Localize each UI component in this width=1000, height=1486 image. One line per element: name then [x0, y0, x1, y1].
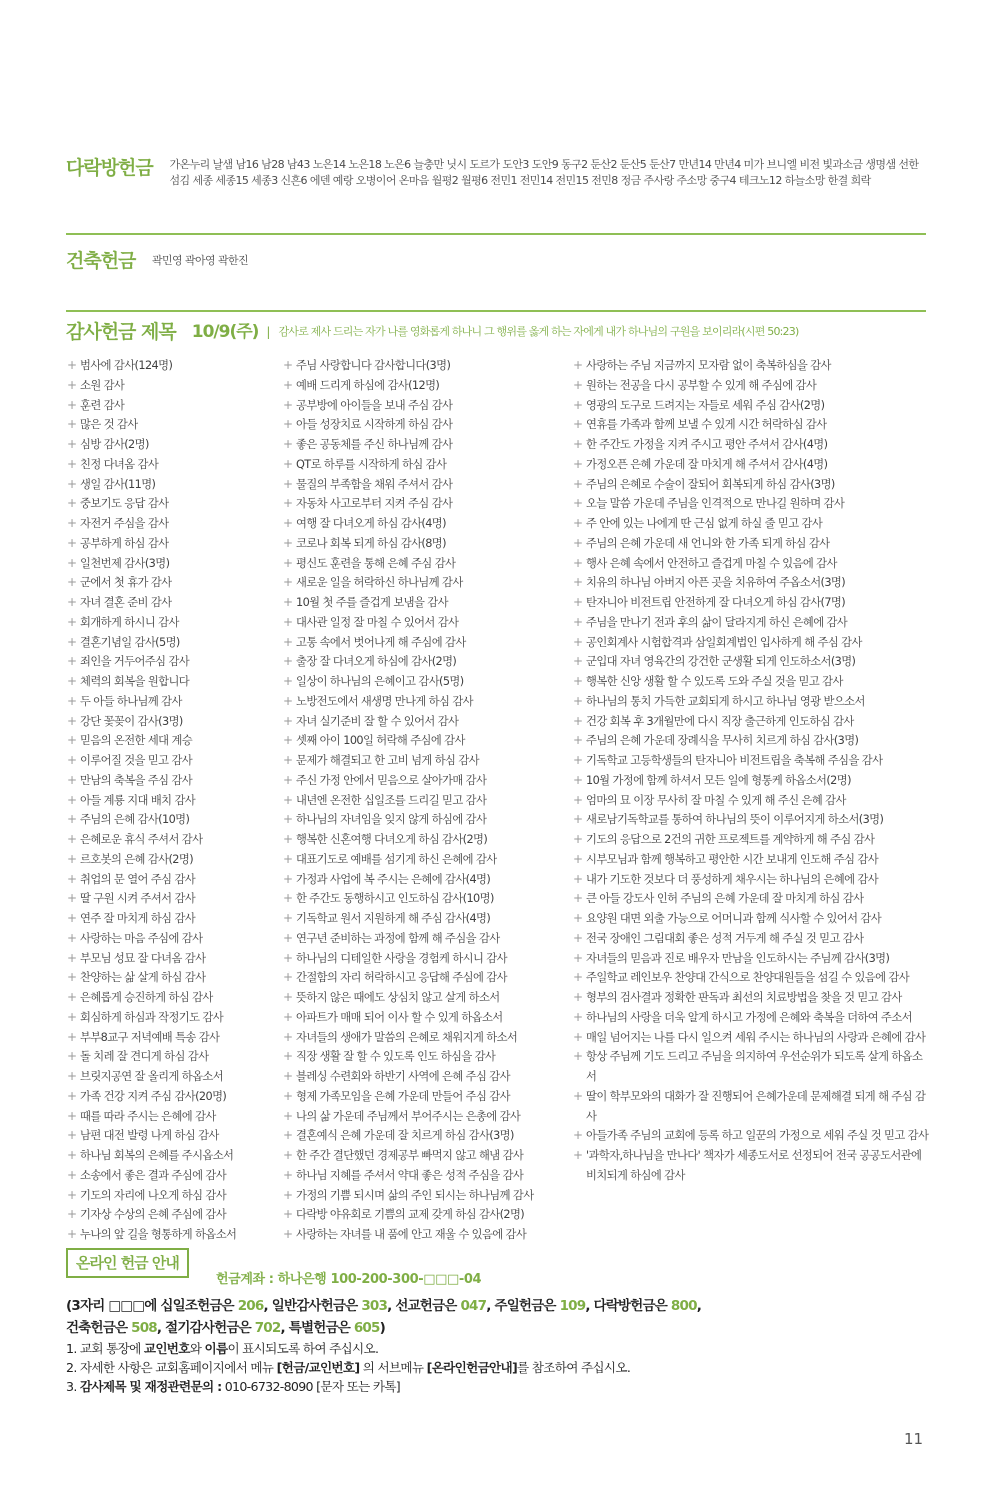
thanks-item: + 행복한 신혼여행 다녀오게 하심 감사(2명) [282, 830, 562, 850]
thanks-item: + 좋은 공동체를 주신 하나님께 감사 [282, 435, 562, 455]
thanks-item: + 여행 잘 다녀오게 하심 감사(4명) [282, 514, 562, 534]
thanks-item: + 딸 구원 시켜 주셔서 감사 [66, 889, 276, 909]
thanks-item: + 결혼기념일 감사(5명) [66, 633, 276, 653]
note-emphasis: [온라인헌금안내] [426, 1360, 518, 1375]
thanks-item: + 뜻하지 않은 때에도 상심치 않고 살게 하소서 [282, 988, 562, 1008]
thanks-item: + 생일 감사(11명) [66, 475, 276, 495]
thanks-item: + 노방전도에서 새생명 만나게 하심 감사 [282, 692, 562, 712]
thanks-item: + 건강 회복 후 3개월만에 다시 직장 출근하게 인도하심 감사 [572, 712, 932, 732]
thanks-item: + 자전거 주심을 감사 [66, 514, 276, 534]
thanks-item: + 주일학교 레인보우 찬양대 간식으로 찬양대원들을 섬길 수 있음에 감사 [572, 968, 932, 988]
codes-text: , 주일헌금은 [486, 1298, 560, 1314]
thanks-offering-title: 감사헌금 제목 [66, 321, 176, 343]
thanks-item: + 영광의 도구로 드려지는 자들로 세워 주심 감사(2명) [572, 396, 932, 416]
thanks-list-column-3 [572, 356, 932, 1186]
thanks-item: + 가족 건강 지켜 주심 감사(20명) [66, 1087, 276, 1107]
offering-codes [66, 1295, 926, 1339]
thanks-item: + 한 주간 결단했던 경제공부 빠먹지 않고 해냄 감사 [282, 1146, 562, 1166]
note-text: 1. 교회 통장에 [66, 1341, 144, 1356]
contact-info: 010-6732-8090 [문자 또는 카톡] [221, 1379, 400, 1394]
thanks-item: + 대사관 일정 잘 마칠 수 있어서 감사 [282, 613, 562, 633]
offering-codes-line-2 [66, 1317, 926, 1339]
thanks-item: + 딸이 학부모와의 대화가 잘 진행되어 은혜가운데 문제해결 되게 해 주심 감사 [572, 1087, 932, 1127]
thanks-item: + 치유의 하나님 아버지 아픈 곳을 치유하여 주옵소서(3명) [572, 573, 932, 593]
thanks-item: + 내년엔 온전한 십일조를 드리길 믿고 감사 [282, 791, 562, 811]
thanks-item: + 직장 생활 잘 할 수 있도록 인도 하심을 감사 [282, 1047, 562, 1067]
thanks-item: + 때를 따라 주시는 은혜에 감사 [66, 1107, 276, 1127]
note-text: 3. [66, 1379, 80, 1394]
thanks-item: + 친정 다녀옴 감사 [66, 455, 276, 475]
page-number: 11 [904, 1430, 924, 1448]
thanks-item: + 새로운 일을 허락하신 하나님께 감사 [282, 573, 562, 593]
thanks-item: + 믿음의 온전한 세대 계승 [66, 731, 276, 751]
note-text: 를 참조하여 주십시오. [517, 1360, 631, 1375]
offering-account: 헌금계좌 : 하나은행 100-200-300-□□□-04 [216, 1272, 482, 1287]
thanks-item: + 심방 감사(2명) [66, 435, 276, 455]
codes-text: , 다락방헌금은 [585, 1298, 671, 1314]
darak-offering-title: 다락방헌금 [66, 157, 153, 179]
codes-text: ) [379, 1320, 385, 1336]
thanks-item: + 10월 첫 주를 즐겁게 보냄을 감사 [282, 593, 562, 613]
thanks-item: + 회개하게 하시니 감사 [66, 613, 276, 633]
thanks-item: + QT로 하루를 시작하게 하심 감사 [282, 455, 562, 475]
thanks-item: + 하나님의 통치 가득한 교회되게 하시고 하나님 영광 받으소서 [572, 692, 932, 712]
darak-offering-donors: 가온누리 날샘 남16 남28 남43 노은14 노은18 노은6 늘충만 닛시 도르가 도안3 도안9 동구2 둔산2 둔산5 둔산7 만년14 만년4 미가 브니엘 비전 빛과소금 생명샘 선한 섬김 세종 세종15 세종3 신흔6 에덴 예랑 오병이어 온마음 월평2 월평6 전민1 전민14 전민15 전민8 정금 주사랑 주소망 중구4 테크노12 하늘소망 한결 희락 [169, 158, 919, 187]
darak-offering-section [66, 156, 926, 189]
thanks-item: + 아파트가 매매 되어 이사 할 수 있게 하옵소서 [282, 1008, 562, 1028]
thanks-item: + 나의 삶 가운데 주님께서 부어주시는 은총에 감사 [282, 1107, 562, 1127]
thanks-item: + 사랑하는 마음 주심에 감사 [66, 929, 276, 949]
thanks-item: + 새로남기독학교를 통하여 하나님의 뜻이 이루어지게 하소서(3명) [572, 810, 932, 830]
thanks-item: + 예배 드리게 하심에 감사(12명) [282, 376, 562, 396]
thanks-item: + 블레싱 수련회와 하반기 사역에 은혜 주심 감사 [282, 1067, 562, 1087]
thanks-item: + 군입대 자녀 영육간의 강건한 군생활 되게 인도하소서(3명) [572, 652, 932, 672]
building-offering-section [66, 249, 926, 273]
thanks-item: + 이루어질 것을 믿고 감사 [66, 751, 276, 771]
thanks-offering-date: 10/9(주) [191, 322, 259, 342]
thanks-item: + 연구년 준비하는 과정에 함께 해 주심을 감사 [282, 929, 562, 949]
note-emphasis: 교인번호 [143, 1341, 190, 1356]
mission-code: 047 [460, 1298, 487, 1314]
thanks-item: + 간절함의 자리 허락하시고 응답해 주심에 감사 [282, 968, 562, 988]
thanks-item: + 요양원 대면 외출 가능으로 어머니과 함께 식사할 수 있어서 감사 [572, 909, 932, 929]
codes-text: (3자리 □□□에 십일조헌금은 [66, 1298, 238, 1314]
thanks-list-column-1 [66, 356, 276, 1245]
thanks-item: + 소원 감사 [66, 376, 276, 396]
thanks-item: + 자녀들의 생애가 말씀의 은혜로 채워지게 하소서 [282, 1028, 562, 1048]
building-offering-title: 건축헌금 [66, 250, 136, 272]
thanks-item: + 사랑하는 주님 지금까지 모자람 없이 축복하심을 감사 [572, 356, 932, 376]
note-emphasis: [헌금/교인번호] [276, 1360, 360, 1375]
online-offering-title: 온라인 헌금 안내 [66, 1248, 189, 1278]
thanks-item: + 자녀 결혼 준비 감사 [66, 593, 276, 613]
thanks-item: + 한 주간도 동행하시고 인도하심 감사(10명) [282, 889, 562, 909]
thanks-item: + 연휴를 가족과 함께 보낼 수 있게 시간 허락하심 감사 [572, 415, 932, 435]
thanks-item: + 훈련 감사 [66, 396, 276, 416]
thanks-item: + 자녀들의 믿음과 진로 배우자 만남을 인도하시는 주님께 감사(3명) [572, 949, 932, 969]
thanks-item: + 주님의 은혜로 수술이 잘되어 회복되게 하심 감사(3명) [572, 475, 932, 495]
tithe-code: 206 [237, 1298, 264, 1314]
thanks-item: + 두 아들 하나님께 감사 [66, 692, 276, 712]
thanks-item: + 남편 대전 발령 나게 하심 감사 [66, 1126, 276, 1146]
thanks-item: + 시부모님과 함께 행복하고 평안한 시간 보내게 인도해 주심 감사 [572, 850, 932, 870]
thanks-item: + 전국 장애인 그림대회 좋은 성적 거두게 해 주실 것 믿고 감사 [572, 929, 932, 949]
thanks-item: + 많은 것 감사 [66, 415, 276, 435]
note-text: 2. 자세한 사항은 교회홈페이지에서 메뉴 [66, 1360, 277, 1375]
thanks-item: + 물질의 부족함을 채워 주셔서 감사 [282, 475, 562, 495]
codes-text: , 절기감사헌금은 [156, 1320, 255, 1336]
codes-text: , 선교헌금은 [387, 1298, 461, 1314]
thanks-item: + 항상 주님께 기도 드리고 주님을 의지하여 우선순위가 되도록 살게 하옵소서 [572, 1047, 932, 1087]
codes-text: , 특별헌금은 [280, 1320, 354, 1336]
note-text: 의 서브메뉴 [359, 1360, 427, 1375]
thanks-item: + 오늘 말씀 가운데 주님을 인격적으로 만나길 원하며 감사 [572, 494, 932, 514]
building-code: 508 [131, 1320, 157, 1336]
codes-text: , 일반감사헌금은 [263, 1298, 362, 1314]
thanks-item: + 형제 가족모임을 은혜 가운데 만들어 주심 감사 [282, 1087, 562, 1107]
thanks-item: + 자녀 실기준비 잘 할 수 있어서 감사 [282, 712, 562, 732]
thanks-item: + 주님의 은혜 가운데 장례식을 무사히 치르게 하심 감사(3명) [572, 731, 932, 751]
thanks-item: + 취업의 문 열어 주심 감사 [66, 870, 276, 890]
thanks-item: + 주님의 은혜 가운데 새 언니와 한 가족 되게 하심 감사 [572, 534, 932, 554]
thanks-item: + 내가 기도한 것보다 더 풍성하게 채우시는 하나님의 은혜에 감사 [572, 870, 932, 890]
thanks-item: + 체력의 회복을 원합니다 [66, 672, 276, 692]
note-1 [66, 1339, 946, 1358]
thanks-item: + 공부하게 하심 감사 [66, 534, 276, 554]
thanks-item: + 아들 계룡 지대 배치 감사 [66, 791, 276, 811]
thanks-item: + 르호봇의 은혜 감사(2명) [66, 850, 276, 870]
thanks-item: + 누나의 앞 길을 형통하게 하옵소서 [66, 1225, 276, 1245]
darak-code: 800 [670, 1298, 697, 1314]
thanks-item: + 평신도 훈련을 통해 은혜 주심 감사 [282, 554, 562, 574]
thanks-item: + 문제가 해결되고 한 고비 넘게 하심 감사 [282, 751, 562, 771]
thanks-item: + 기자상 수상의 은혜 주심에 감사 [66, 1205, 276, 1225]
thanks-item: + 엄마의 묘 이장 무사히 잘 마칠 수 있게 해 주신 은혜 감사 [572, 791, 932, 811]
offering-codes-line-1 [66, 1295, 926, 1317]
thanks-item: + 기도의 자리에 나오게 하심 감사 [66, 1186, 276, 1206]
thanks-item: + 강단 꽃꽂이 감사(3명) [66, 712, 276, 732]
thanks-item: + 형부의 검사결과 정확한 판독과 최선의 치료방법을 찾을 것 믿고 감사 [572, 988, 932, 1008]
thanks-item: + 대표기도로 예배를 섬기게 하신 은혜에 감사 [282, 850, 562, 870]
thanks-item: + 한 주간도 가정을 지켜 주시고 평안 주셔서 감사(4명) [572, 435, 932, 455]
section-divider [66, 310, 926, 312]
seasonal-thanks-code: 702 [254, 1320, 281, 1336]
thanks-item: + 하나님의 사랑을 더욱 알게 하시고 가정에 은혜와 축복을 더하여 주소서 [572, 1008, 932, 1028]
section-divider [66, 233, 926, 235]
thanks-item: + 일천번제 감사(3명) [66, 554, 276, 574]
thanks-item: + 회심하게 하심과 작정기도 감사 [66, 1008, 276, 1028]
note-3 [66, 1377, 946, 1396]
thanks-item: + 군에서 첫 휴가 감사 [66, 573, 276, 593]
thanks-item: + 사랑하는 자녀를 내 품에 안고 재울 수 있음에 감사 [282, 1225, 562, 1245]
thanks-item: + 주님 사랑합니다 감사합니다(3명) [282, 356, 562, 376]
thanks-item: + 코로나 회복 되게 하심 감사(8명) [282, 534, 562, 554]
note-text: 이 표시되도록 하여 주십시오. [227, 1341, 379, 1356]
thanks-item: + 행복한 신앙 생활 할 수 있도록 도와 주실 것을 믿고 감사 [572, 672, 932, 692]
thanks-item: + 가정오픈 은혜 가운데 잘 마치게 해 주셔서 감사(4명) [572, 455, 932, 475]
thanks-item: + 만남의 축복을 주심 감사 [66, 771, 276, 791]
thanks-item: + 행사 은혜 속에서 안전하고 즐겁게 마칠 수 있음에 감사 [572, 554, 932, 574]
thanks-item: + 하나님 회복의 은혜를 주시옵소서 [66, 1146, 276, 1166]
thanks-item: + 하나님 지혜를 주셔서 약대 좋은 성적 주심을 감사 [282, 1166, 562, 1186]
thanks-item: + 아들 성장치료 시작하게 하심 감사 [282, 415, 562, 435]
thanks-item: + 은혜롭게 승진하게 하심 감사 [66, 988, 276, 1008]
note-2 [66, 1358, 946, 1377]
building-offering-donors: 곽민영 곽아영 곽한진 [152, 254, 249, 267]
thanks-item: + 죄인을 거두어주심 감사 [66, 652, 276, 672]
thanks-offering-header [66, 320, 926, 344]
thanks-item: + 매일 넘어지는 나를 다시 일으켜 세워 주시는 하나님의 사랑과 은혜에 감사 [572, 1028, 932, 1048]
thanks-item: + 고통 속에서 벗어나게 해 주심에 감사 [282, 633, 562, 653]
thanks-item: + 돌 치레 잘 견디게 하심 감사 [66, 1047, 276, 1067]
thanks-item: + 원하는 전공을 다시 공부할 수 있게 해 주심에 감사 [572, 376, 932, 396]
thanks-item: + 셋째 아이 100일 허락해 주심에 감사 [282, 731, 562, 751]
thanks-item: + 범사에 감사(124명) [66, 356, 276, 376]
thanks-item: + 아들가족 주님의 교회에 등록 하고 일꾼의 가정으로 세워 주실 것 믿고 감사 [572, 1126, 932, 1146]
thanks-item: + 주신 가정 안에서 믿음으로 살아가매 감사 [282, 771, 562, 791]
thanks-item: + 하나님의 자녀임을 잊지 않게 하심에 감사 [282, 810, 562, 830]
thanks-item: + 하나님의 디테일한 사랑을 경험케 하시니 감사 [282, 949, 562, 969]
general-thanks-code: 303 [361, 1298, 388, 1314]
thanks-item: + 가정의 기쁨 되시며 삶의 주인 되시는 하나님께 감사 [282, 1186, 562, 1206]
thanks-item: + 찬양하는 삶 살게 하심 감사 [66, 968, 276, 988]
online-offering-section [66, 1248, 926, 1287]
thanks-item: + 일상이 하나님의 은혜이고 감사(5명) [282, 672, 562, 692]
thanks-item: + 탄자니아 비전트립 안전하게 잘 다녀오게 하심 감사(7명) [572, 593, 932, 613]
note-emphasis: 감사제목 및 재정관련문의 : [79, 1379, 222, 1394]
sunday-code: 109 [559, 1298, 586, 1314]
thanks-item: + 공인회계사 시험합격과 삼일회계법인 입사하게 해 주심 감사 [572, 633, 932, 653]
bible-verse: 감사로 제사 드리는 자가 나를 영화롭게 하나니 그 행위를 옳게 하는 자에게 내가 하나님의 구원을 보이리라(시편 50:23) [278, 325, 799, 338]
thanks-item: + 브릿지공연 잘 올리게 하옵소서 [66, 1067, 276, 1087]
thanks-item: + 주 안에 있는 나에게 딴 근심 없게 하실 줄 믿고 감사 [572, 514, 932, 534]
thanks-item: + 기독학교 원서 지원하게 해 주심 감사(4명) [282, 909, 562, 929]
thanks-item: + 큰 아들 강도사 인허 주님의 은혜 가운데 잘 마치게 하심 감사 [572, 889, 932, 909]
thanks-item: + 결혼예식 은혜 가운데 잘 치르게 하심 감사(3명) [282, 1126, 562, 1146]
thanks-item: + 주님의 은혜 감사(10명) [66, 810, 276, 830]
thanks-list-column-2 [282, 356, 562, 1245]
thanks-item: + 은혜로운 휴식 주셔서 감사 [66, 830, 276, 850]
thanks-item: + '과학자,하나님을 만나다' 책자가 세종도서로 선정되어 전국 공공도서관에 비치되게 하심에 감사 [572, 1146, 932, 1186]
thanks-item: + 소송에서 좋은 결과 주심에 감사 [66, 1166, 276, 1186]
thanks-item: + 중보기도 응답 감사 [66, 494, 276, 514]
thanks-item: + 연주 잘 마치게 하심 감사 [66, 909, 276, 929]
thanks-item: + 자동차 사고로부터 지켜 주심 감사 [282, 494, 562, 514]
separator-bar: | [266, 325, 271, 339]
note-emphasis: 이름 [204, 1341, 228, 1356]
codes-text: 건축헌금은 [66, 1320, 132, 1336]
thanks-item: + 출장 잘 다녀오게 하심에 감사(2명) [282, 652, 562, 672]
thanks-item: + 주님을 만나기 전과 후의 삶이 달라지게 하신 은혜에 감사 [572, 613, 932, 633]
codes-text: , [696, 1298, 702, 1314]
special-code: 605 [353, 1320, 380, 1336]
thanks-item: + 기도의 응답으로 2건의 귀한 프로젝트를 계약하게 해 주심 감사 [572, 830, 932, 850]
note-text: 와 [189, 1341, 205, 1356]
thanks-item: + 다락방 야유회로 기쁨의 교제 갖게 하심 감사(2명) [282, 1205, 562, 1225]
thanks-item: + 부모님 성묘 잘 다녀옴 감사 [66, 949, 276, 969]
thanks-item: + 기독학교 고등학생들의 탄자니아 비전트립을 축복해 주심을 감사 [572, 751, 932, 771]
thanks-item: + 가정과 사업에 복 주시는 은혜에 감사(4명) [282, 870, 562, 890]
thanks-item: + 부부8교구 저녁예배 특송 감사 [66, 1028, 276, 1048]
offering-notes [66, 1339, 946, 1396]
thanks-item: + 10월 가정에 함께 하셔서 모든 일에 형통케 하옵소서(2명) [572, 771, 932, 791]
thanks-item: + 공부방에 아이들을 보내 주심 감사 [282, 396, 562, 416]
